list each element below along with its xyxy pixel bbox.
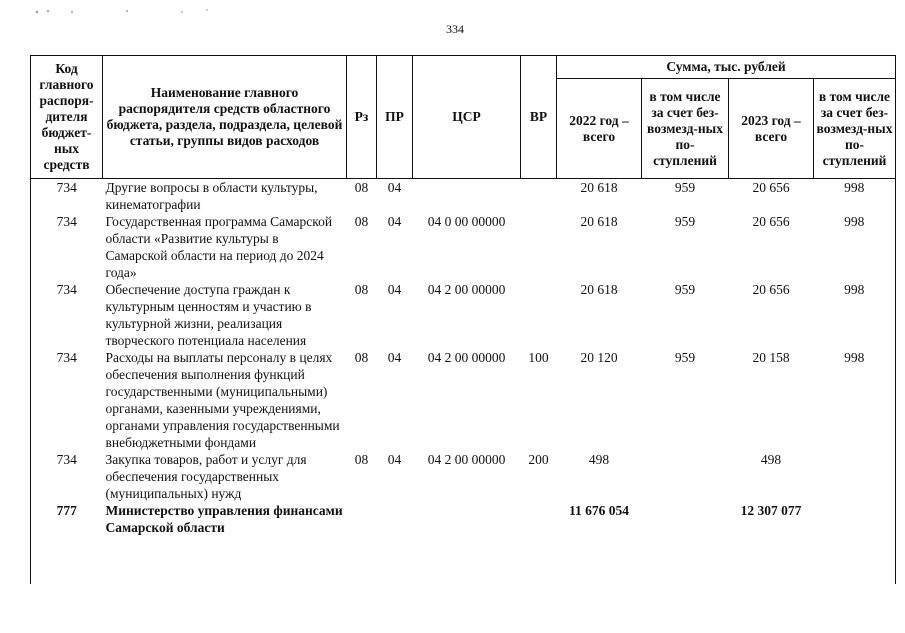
cell-vr: [521, 502, 557, 536]
cell-pr: 04: [387, 452, 402, 467]
cell-rz: 08: [354, 350, 369, 365]
table-row: [31, 281, 896, 349]
cell-incl-2022: 959: [674, 180, 696, 195]
table-row: [31, 213, 896, 281]
table-row-total: [31, 502, 896, 536]
table-row: [31, 179, 896, 214]
cell-csr: [413, 179, 521, 214]
cell-total-2023: 20 656: [752, 214, 790, 229]
cell-csr: 04 0 00 00000: [427, 214, 506, 229]
cell-total-2022: 20 120: [580, 350, 618, 365]
cell-csr: 04 2 00 00000: [427, 282, 506, 297]
header-total-2022: 2022 год – всего: [557, 79, 642, 179]
table-row: [31, 349, 896, 451]
cell-code: 777: [31, 502, 103, 536]
cell-total-2023: 498: [760, 452, 782, 467]
cell-rz: 08: [354, 180, 369, 195]
cell-rz: 08: [354, 282, 369, 297]
cell-incl-2023: 998: [814, 213, 896, 281]
cell-name: Министерство управления финансами Самарской области: [105, 503, 343, 535]
header-code: Код главного распоря-дителя бюджет-ных средств: [31, 56, 103, 179]
cell-incl-2022: [642, 502, 729, 536]
header-vr: ВР: [521, 56, 557, 179]
header-csr: ЦСР: [413, 56, 521, 179]
cell-name: Другие вопросы в области культуры, кинематографии: [105, 180, 318, 212]
cell-pr: [377, 502, 413, 536]
cell-incl-2023: [814, 502, 896, 536]
cell-csr: [413, 502, 521, 536]
header-name: Наименование главного распорядителя средств областного бюджета, раздела, подраздела, целевой статьи, группы видов расходов: [103, 56, 347, 179]
cell-incl-2022: 959: [674, 350, 696, 365]
cell-vr: [521, 213, 557, 281]
cell-vr: 100: [528, 350, 549, 365]
table-row: [31, 451, 896, 502]
cell-total-2023: 20 656: [752, 180, 790, 195]
cell-name: Расходы на выплаты персоналу в целях обеспечения выполнения функций государственными (муниципальными) органами, казенными учреждениями, органами управления государственными внебюджетными фондами: [105, 350, 340, 450]
scan-noise: [32, 8, 222, 16]
cell-total-2022: 20 618: [580, 282, 618, 297]
cell-incl-2022: 959: [674, 214, 696, 229]
cell-total-2022: 20 618: [580, 214, 618, 229]
cell-csr: 04 2 00 00000: [427, 452, 506, 467]
cell-incl-2022: [642, 451, 729, 502]
cell-pr: 04: [387, 180, 402, 195]
header-sum: Сумма, тыс. рублей: [557, 56, 896, 79]
cell-total-2023: 20 656: [752, 282, 790, 297]
cell-code: 734: [31, 281, 103, 349]
cell-csr: 04 2 00 00000: [427, 350, 506, 365]
table-row-blank: [31, 536, 896, 584]
page-number: 334: [446, 22, 464, 36]
cell-rz: 08: [354, 452, 369, 467]
cell-code: 734: [31, 213, 103, 281]
header-total-2023: 2023 год – всего: [729, 79, 814, 179]
cell-incl-2022: 959: [674, 282, 696, 297]
cell-code: 734: [31, 349, 103, 451]
cell-rz: [347, 502, 377, 536]
cell-incl-2023: 998: [814, 349, 896, 451]
cell-rz: 08: [354, 214, 369, 229]
header-incl-2023: в том числе за счет без-возмезд-ных по-ступлений: [814, 79, 896, 179]
cell-total-2023: 20 158: [752, 350, 790, 365]
cell-vr: [521, 179, 557, 214]
cell-total-2022: 498: [588, 452, 610, 467]
cell-incl-2023: 998: [814, 281, 896, 349]
cell-code: 734: [31, 451, 103, 502]
cell-code: 734: [31, 179, 103, 214]
cell-incl-2023: 998: [814, 179, 896, 214]
cell-vr: 200: [528, 452, 549, 467]
cell-vr: [521, 281, 557, 349]
cell-pr: 04: [387, 214, 402, 229]
cell-pr: 04: [387, 350, 402, 365]
cell-pr: 04: [387, 282, 402, 297]
header-incl-2022: в том числе за счет без-возмезд-ных по-ступлений: [642, 79, 729, 179]
cell-total-2022: 20 618: [580, 180, 618, 195]
header-pr: ПР: [377, 56, 413, 179]
cell-name: Государственная программа Самарской области «Развитие культуры в Самарской области на период до 2024 года»: [105, 214, 333, 280]
cell-name: Обеспечение доступа граждан к культурным ценностям и участию в культурной жизни, реализация творческого потенциала населения: [105, 282, 312, 348]
cell-name: Закупка товаров, работ и услуг для обеспечения государственных (муниципальных) нужд: [105, 452, 307, 501]
budget-table: [30, 55, 896, 584]
cell-total-2022: 11 676 054: [568, 503, 629, 518]
header-rz: Рз: [347, 56, 377, 179]
cell-incl-2023: [814, 451, 896, 502]
cell-total-2023: 12 307 077: [740, 503, 802, 518]
